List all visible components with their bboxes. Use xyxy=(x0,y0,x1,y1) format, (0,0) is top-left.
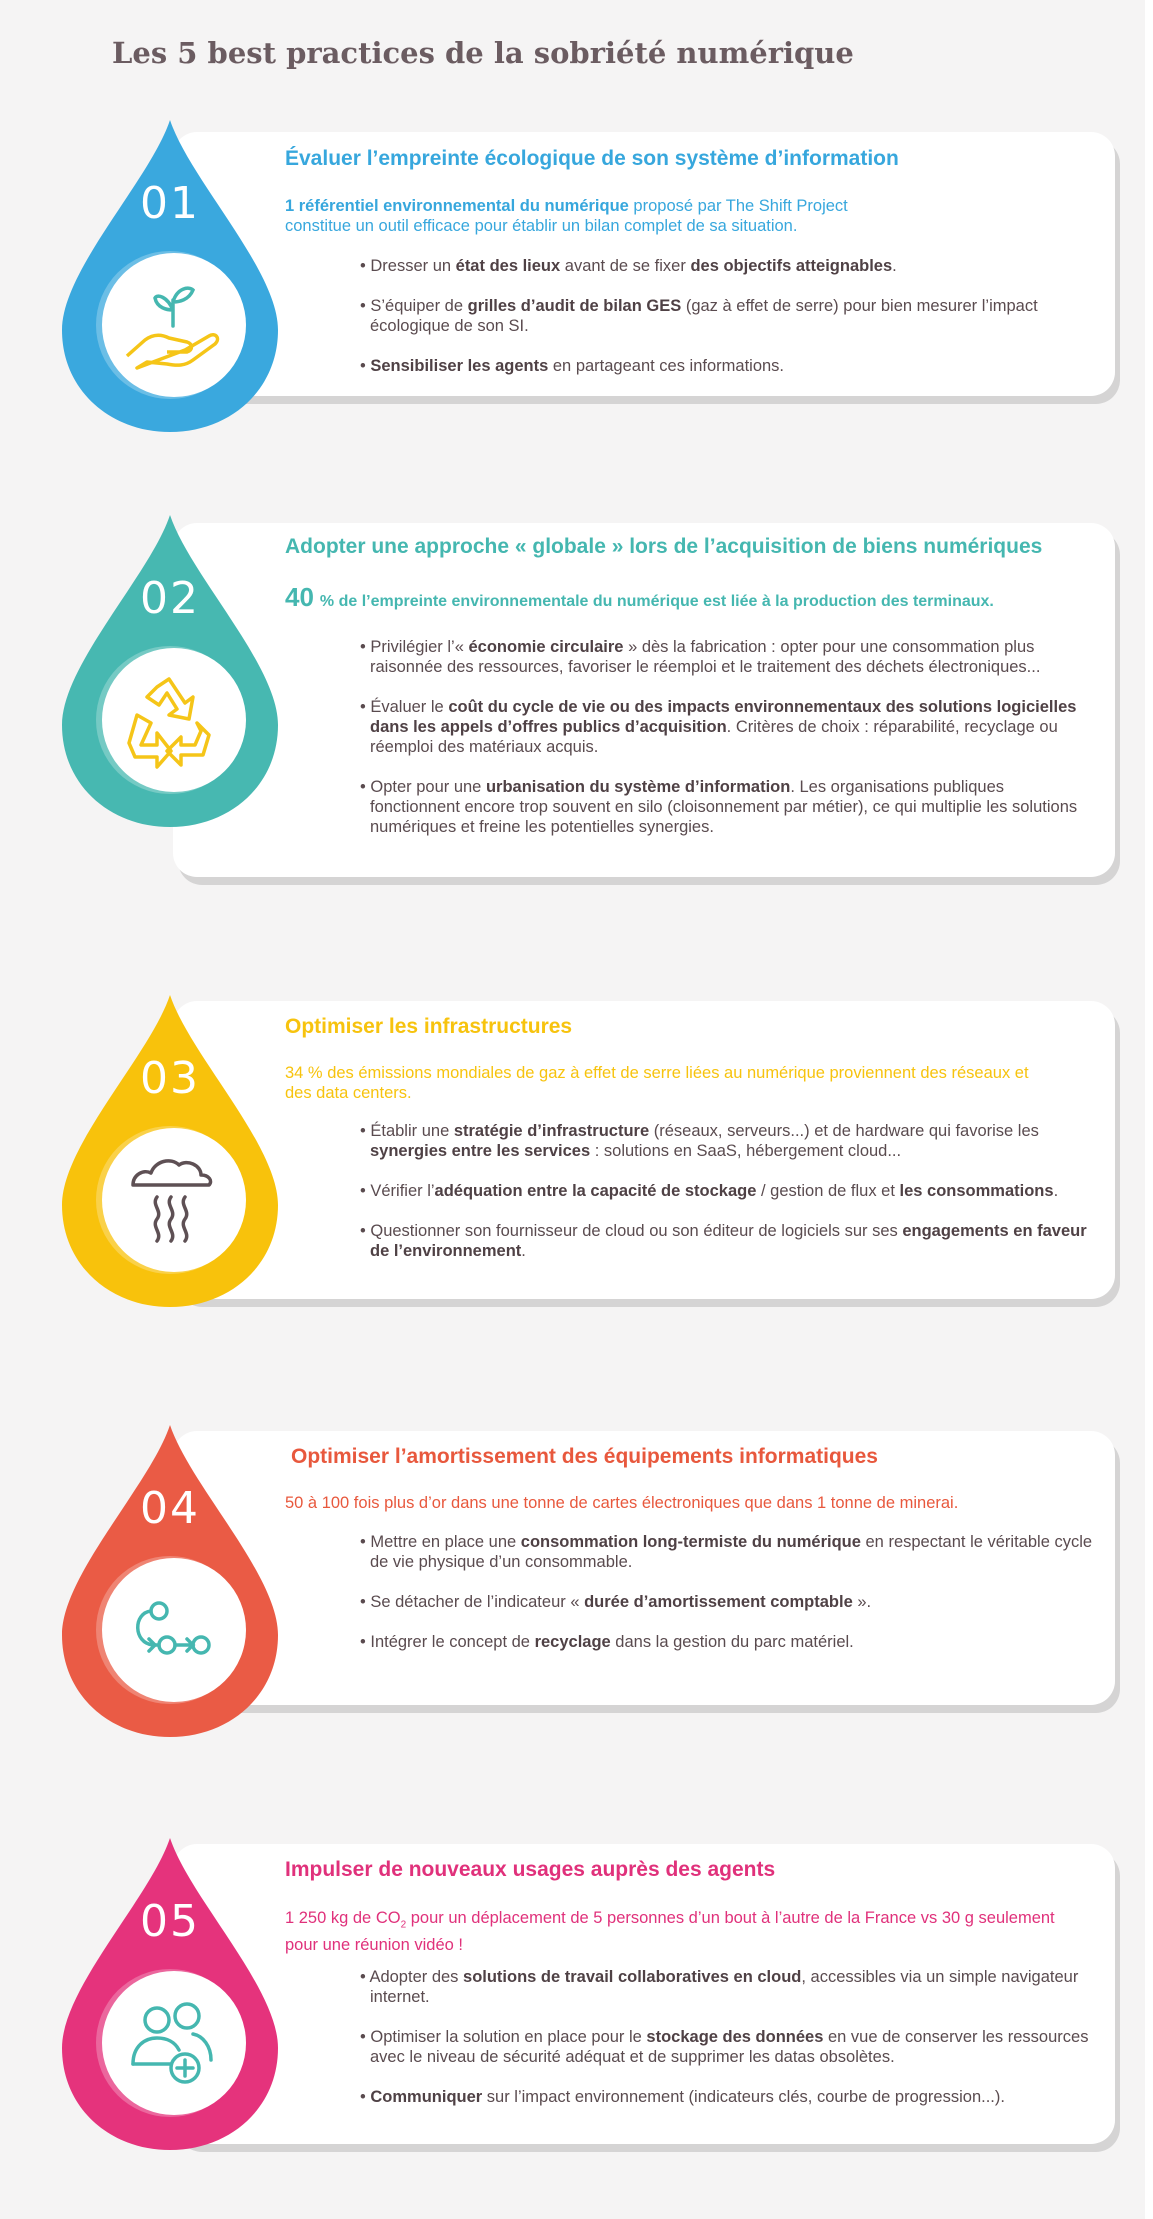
cloud-rain-icon xyxy=(97,1125,243,1271)
section-number: 02 xyxy=(140,573,200,624)
plant-in-hand-icon xyxy=(97,250,243,396)
intro-text: % de l’empreinte environnementale du numérique est liée à la production des terminaux. xyxy=(319,593,994,610)
drop-badge xyxy=(62,120,278,440)
intro-text-2: constitue un outil efficace pour établir un bilan complet de sa situation. xyxy=(285,217,798,235)
section-title: Évaluer l’empreinte écologique de son système d’information xyxy=(285,147,899,170)
intro-bold: 1 référentiel environnemental du numérique xyxy=(285,197,629,215)
section-number: 04 xyxy=(140,1483,200,1534)
section-intro xyxy=(285,196,1085,236)
bullet-item: • Vérifier l’adéquation entre la capacité de stockage / gestion de flux et les consommations. xyxy=(360,1182,1059,1200)
bullet-item: • Privilégier l’« économie circulaire » dès la fabrication : opter pour une consommation plus raisonnée des ressources, favoriser le réemploi et le traitement des déchets électroniques... xyxy=(360,638,1041,676)
bullet-item: • Mettre en place une consommation long-termiste du numérique en respectant le véritable cycle de vie physique d’un consommable. xyxy=(360,1533,1093,1571)
intro-big-number: 40 xyxy=(285,582,314,612)
bullet-item: • Intégrer le concept de recyclage dans la gestion du parc matériel. xyxy=(360,1633,854,1651)
bullet-item: • Adopter des solutions de travail collaboratives en cloud, accessibles via un simple navigateur internet. xyxy=(360,1968,1079,2006)
bullet-list xyxy=(360,1121,1095,1261)
section-title: Impulser de nouveaux usages auprès des agents xyxy=(285,1858,776,1881)
bullet-item: • Dresser un état des lieux avant de se fixer des objectifs atteignables. xyxy=(360,257,897,275)
bullet-item: • Se détacher de l’indicateur « durée d’amortissement comptable ». xyxy=(360,1593,872,1611)
section-number: 05 xyxy=(140,1896,200,1947)
drop-badge xyxy=(62,995,278,1315)
bullet-list xyxy=(360,1532,1095,1652)
bullet-item: • Questionner son fournisseur de cloud ou son éditeur de logiciels sur ses engagements en faveur de l’environnement. xyxy=(360,1222,1087,1260)
bullet-item: • Sensibiliser les agents en partageant ces informations. xyxy=(360,357,785,375)
section-intro: 34 % des émissions mondiales de gaz à effet de serre liées au numérique proviennent des réseaux et des data centers. xyxy=(285,1064,1029,1102)
cycle-flow-icon xyxy=(97,1555,243,1701)
bullet-item: • Établir une stratégie d’infrastructure (réseaux, serveurs...) et de hardware qui favorise les synergies entre les services : solutions en SaaS, hébergement cloud... xyxy=(360,1122,1039,1160)
bullet-list xyxy=(360,637,1095,837)
section-number: 03 xyxy=(140,1053,200,1104)
bullet-item: • Évaluer le coût du cycle de vie ou des impacts environnementaux des solutions logicielles dans les appels d’offres publics d’acquisition. Critères de choix : réparabilité, recyclage ou réemploi des matériaux acquis. xyxy=(360,698,1077,756)
bullet-item: • Opter pour une urbanisation du système d’information. Les organisations publiques fonctionnent encore trop souvent en silo (cloisonnement par métier), ce qui multiplie les solutions numériques et freine les potentielles synergies. xyxy=(360,778,1078,836)
bullet-item: • Communiquer sur l’impact environnement (indicateurs clés, courbe de progression...). xyxy=(360,2088,1005,2106)
bullet-list xyxy=(360,256,1095,376)
bullet-item: • Optimiser la solution en place pour le stockage des données en vue de conserver les ressources avec le niveau de sécurité adéquat et de supprimer les datas obsolètes. xyxy=(360,2028,1089,2066)
bullet-item: • S’équiper de grilles d’audit de bilan GES (gaz à effet de serre) pour bien mesurer l’impact écologique de son SI. xyxy=(360,297,1038,335)
section-intro: 1 250 kg de $CO_2$ pour un déplacement de 5 personnes d’un bout à l’autre de la France vs 30 g seulement pour une réunion vidéo ! xyxy=(285,1909,1055,1955)
recycle-icon xyxy=(97,645,243,791)
drop-badge xyxy=(62,515,278,835)
bullet-list xyxy=(360,1967,1095,2107)
page-title: Les 5 best practices de la sobriété numérique xyxy=(112,36,854,70)
users-add-icon xyxy=(97,1968,243,2114)
drop-badge xyxy=(62,1425,278,1745)
section-number: 01 xyxy=(140,178,200,229)
intro-text: proposé par The Shift Project xyxy=(628,197,848,215)
drop-badge xyxy=(62,1838,278,2158)
section-title: Adopter une approche « globale » lors de l’acquisition de biens numériques xyxy=(285,535,1043,558)
section-title: Optimiser l’amortissement des équipements informatiques xyxy=(291,1445,878,1468)
section-title: Optimiser les infrastructures xyxy=(285,1015,573,1038)
section-intro: 50 à 100 fois plus d’or dans une tonne de cartes électroniques que dans 1 tonne de minerai. xyxy=(285,1494,959,1512)
section-intro xyxy=(285,582,1085,612)
